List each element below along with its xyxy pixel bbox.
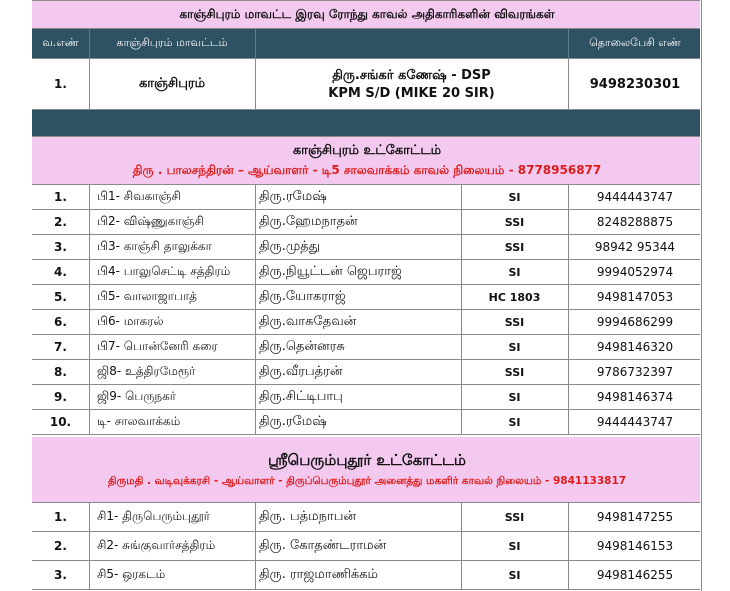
separator-band	[32, 110, 702, 137]
officer-table	[32, 0, 702, 591]
row-sno: 7.	[54, 340, 67, 354]
row-rank: SI	[508, 265, 521, 279]
row-officer-name: திரு.வாசுதேவன்	[259, 314, 357, 329]
dsp-sno: 1.	[54, 77, 67, 91]
row-rank: SI	[508, 539, 521, 553]
row-officer-name: திரு.ரமேஷ்	[259, 414, 327, 429]
subdivision-title: காஞ்சிபுரம் உட்கோட்டம்	[292, 142, 442, 158]
row-officer-name: திரு.தென்னரசு	[259, 339, 345, 354]
row-rank: SI	[508, 568, 521, 582]
table-row	[32, 310, 702, 335]
row-station: பி6- மாகரல்	[97, 314, 164, 328]
header-district: காஞ்சிபுரம் மாவட்டம்	[116, 36, 228, 49]
row-phone: 9498146153	[596, 539, 674, 553]
subdivision-title-2: ஸ்ரீபெரும்புதூர் உட்கோட்டம்	[268, 451, 466, 469]
row-sno: 5.	[54, 290, 67, 304]
row-officer-name: திரு.வீரபத்ரன்	[259, 364, 343, 379]
page-margin	[700, 0, 730, 591]
header-row	[32, 29, 702, 59]
row-phone: 9444443747	[596, 415, 674, 429]
row-station: பி5- வாலாஜாபாத்	[97, 289, 198, 303]
row-phone: 9498146374	[596, 390, 674, 404]
row-station: சி1- திருபெரும்புதூர்	[97, 509, 211, 523]
row-sno: 1.	[54, 190, 67, 204]
dsp-row	[32, 59, 702, 110]
row-sno: 3.	[54, 568, 67, 582]
dsp-callsign: KPM S/D (MIKE 20 SIR)	[328, 85, 495, 101]
row-sno: 2.	[54, 215, 67, 229]
table-row	[32, 532, 702, 561]
dsp-place: காஞ்சிபுரம்	[138, 76, 206, 91]
row-phone: 9444443747	[596, 190, 674, 204]
row-rank: SI	[508, 340, 521, 354]
row-station: பி7- பொன்னேரி கரை	[97, 339, 218, 353]
row-officer-name: திரு.ஹேமநாதன்	[259, 214, 358, 229]
header-phone: தொலைபேசி எண்	[589, 36, 681, 49]
table-row	[32, 285, 702, 310]
row-station: பி1- சிவகாஞ்சி	[97, 189, 181, 203]
row-rank: SSI	[504, 510, 525, 524]
row-rank: SSI	[504, 215, 525, 229]
row-officer-name: திரு.யோகராஜ்	[259, 289, 346, 304]
row-rank: SI	[508, 190, 521, 204]
table-row	[32, 360, 702, 385]
row-sno: 9.	[54, 390, 67, 404]
row-sno: 10.	[49, 415, 72, 429]
row-phone: 9994686299	[596, 315, 674, 329]
page-edge-line	[701, 0, 702, 591]
row-officer-name: திரு.முத்து	[259, 239, 321, 254]
row-sno: 1.	[54, 510, 67, 524]
subdivision-header-content-2	[32, 437, 702, 502]
table-row	[32, 503, 702, 532]
row-rank: SSI	[504, 315, 525, 329]
row-sno: 3.	[54, 240, 67, 254]
row-officer-name: திரு. கோதண்டராமன்	[259, 538, 387, 553]
row-rank: SSI	[504, 240, 525, 254]
row-station: பி2- விஷ்ணுகாஞ்சி	[97, 214, 204, 228]
row-officer-name: திரு.சிட்டிபாபு	[259, 389, 343, 404]
table-row	[32, 235, 702, 260]
row-station: ஜி8- உத்திரமேரூர்	[97, 364, 196, 378]
row-phone: 9786732397	[596, 365, 674, 379]
row-station: ஜி9- பெருநகர்	[97, 389, 177, 403]
subdivision-header-content	[32, 137, 702, 184]
row-officer-name: திரு. பத்மநாபன்	[259, 509, 356, 524]
row-station: சி2- சுங்குவார்சத்திரம்	[97, 538, 216, 552]
table-row	[32, 561, 702, 590]
table-row	[32, 335, 702, 360]
header-officer	[255, 29, 568, 58]
table-row	[32, 385, 702, 410]
row-sno: 8.	[54, 365, 67, 379]
row-rank: SSI	[504, 365, 525, 379]
row-sno: 6.	[54, 315, 67, 329]
table-row	[32, 185, 702, 210]
dsp-officer	[255, 59, 568, 109]
table-row	[32, 260, 702, 285]
subdivision-header-2	[32, 437, 702, 503]
dsp-phone: 9498230301	[589, 76, 681, 92]
row-phone: 98942 95344	[594, 240, 676, 254]
row-phone: 9498147255	[596, 510, 674, 524]
header-sno: வ.எண்	[42, 36, 79, 49]
row-station: சி5- ஒரகடம்	[97, 567, 166, 581]
row-officer-name: திரு.ரமேஷ்	[259, 189, 327, 204]
row-sno: 4.	[54, 265, 67, 279]
row-phone: 8248288875	[596, 215, 674, 229]
subdivision-header	[32, 137, 702, 185]
table-title: காஞ்சிபுரம் மாவட்ட இரவு ரோந்து காவல் அதிகாரிகளின் விவரங்கள்	[179, 6, 555, 21]
table-row	[32, 210, 702, 235]
table-row	[32, 410, 702, 435]
subdivision-inspector-2: திருமதி . வடிவுக்கரசி - ஆய்வாளர் - திருப்பெரும்புதூர் அனைத்து மகளிர் காவல் நிலையம் - 9841133817	[107, 475, 627, 487]
row-station: டி- சாலவாக்கம்	[97, 414, 181, 428]
row-station: பி3- காஞ்சி தாலுக்கா	[97, 239, 212, 253]
row-rank: SI	[508, 390, 521, 404]
table-title-row	[32, 0, 702, 29]
row-phone: 9498146320	[596, 340, 674, 354]
row-rank: HC 1803	[488, 290, 541, 304]
row-sno: 2.	[54, 539, 67, 553]
row-phone: 9498146255	[596, 568, 674, 582]
row-phone: 9994052974	[596, 265, 674, 279]
dsp-name: திரு.சங்கர் கணேஷ் - DSP	[332, 67, 491, 83]
subdivision-inspector: திரு . பாலசந்திரன் – ஆய்வாளர் - டி5 சாலவாக்கம் காவல் நிலையம் - 8778956877	[132, 162, 602, 177]
row-phone: 9498147053	[596, 290, 674, 304]
row-officer-name: திரு.நியூட்டன் ஜெபராஜ்	[259, 264, 402, 279]
row-officer-name: திரு. ராஜமாணிக்கம்	[259, 567, 378, 582]
row-rank: SI	[508, 415, 521, 429]
row-station: பி4- பாலுசெட்டி சத்திரம்	[97, 264, 231, 278]
